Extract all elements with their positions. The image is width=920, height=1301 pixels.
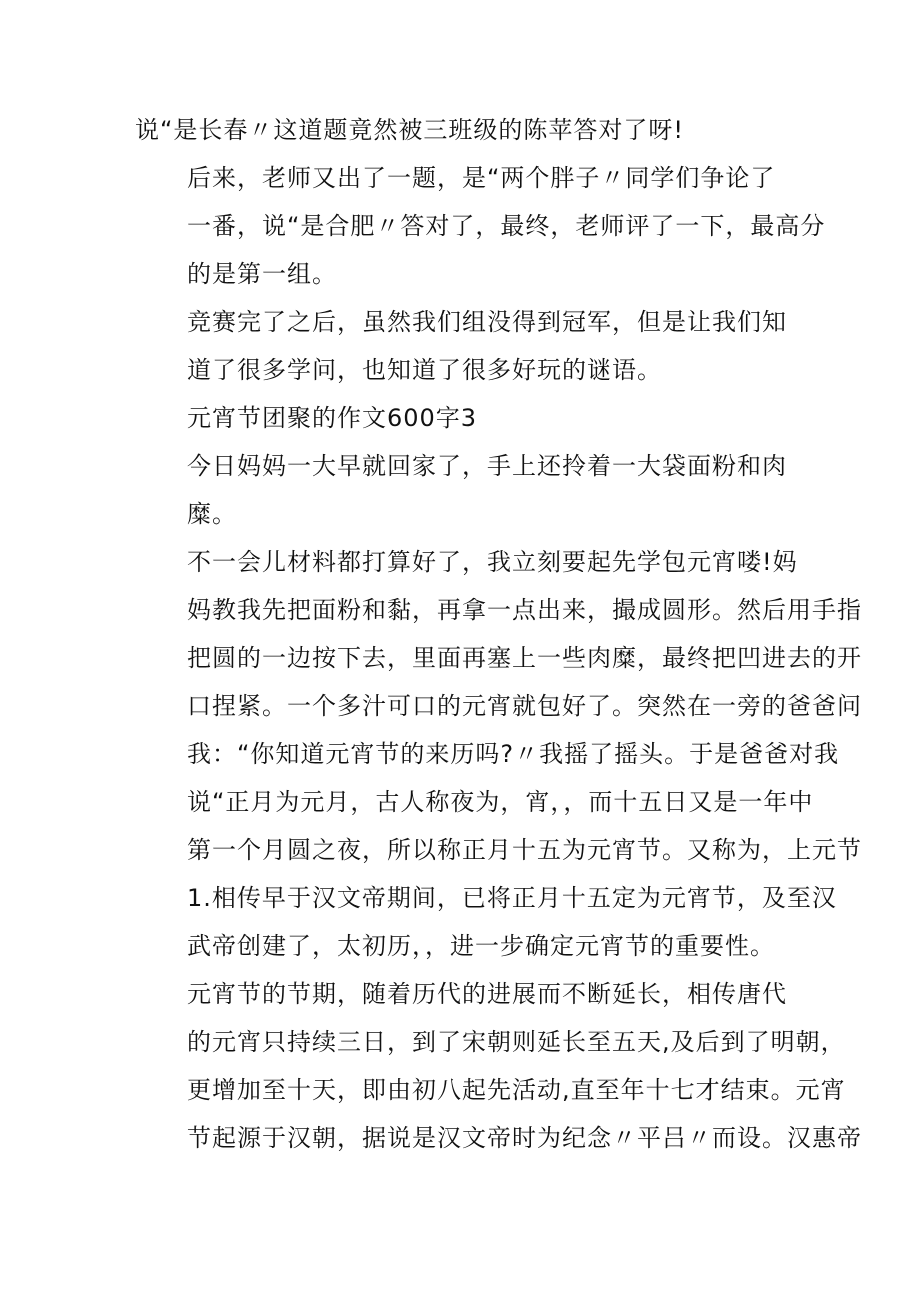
text-line: 说“是长春〃这道题竟然被三班级的陈苹答对了呀! <box>135 116 685 144</box>
paragraph-p4 <box>135 394 795 442</box>
text-line: 的元宵只持续三日，到了宋朝则延长至五天,及后到了明朝， <box>187 1028 846 1056</box>
text-line: 1.相传早于汉文帝期间，已将正月十五定为元宵节，及至汉 <box>187 884 837 912</box>
text-line: 道了很多学问，也知道了很多好玩的谜语。 <box>187 356 662 384</box>
paragraph-p7 <box>135 970 862 1162</box>
text-line: 口捏紧。一个多汁可口的元宵就包好了。突然在一旁的爸爸问 <box>187 692 862 720</box>
text-line: 把圆的一边按下去，里面再塞上一些肉糜，最终把凹进去的开 <box>187 644 862 672</box>
paragraph-p1 <box>135 106 795 154</box>
paragraph-p2 <box>135 154 826 298</box>
text-line: 元宵节的节期，随着历代的进展而不断延长，相传唐代 <box>187 980 787 1008</box>
document-body <box>135 106 862 1162</box>
text-line: 竞赛完了之后，虽然我们组没得到冠军，但是让我们知 <box>187 308 787 336</box>
text-line: 一番，说“是合肥〃答对了，最终，老师评了一下，最高分 <box>187 212 826 240</box>
text-line: 说“正月为元月，古人称夜为，宵，，而十五日又是一年中 <box>187 788 814 816</box>
paragraph-p6 <box>135 538 862 970</box>
text-line: 武帝创建了，太初历，，进一步确定元宵节的重要性。 <box>187 932 775 960</box>
text-line: 元宵节团聚的作文600字3 <box>187 404 478 432</box>
paragraph-p3 <box>135 298 795 394</box>
text-line: 更增加至十天，即由初八起先活动,直至年十七才结束。元宵 <box>187 1076 846 1104</box>
paragraph-p5 <box>135 442 795 538</box>
text-line: 今日妈妈一大早就回家了，手上还拎着一大袋面粉和肉 <box>187 452 787 480</box>
text-line: 第一个月圆之夜，所以称正月十五为元宵节。又称为，上元节 <box>187 836 862 864</box>
text-line: 的是第一组。 <box>187 260 337 288</box>
text-line: 糜。 <box>187 500 237 528</box>
text-line: 妈教我先把面粉和黏，再拿一点出来，撮成圆形。然后用手指 <box>187 596 862 624</box>
text-line: 我：“你知道元宵节的来历吗?〃我摇了摇头。于是爸爸对我 <box>187 740 840 768</box>
text-line: 节起源于汉朝，据说是汉文帝时为纪念〃平吕〃而设。汉惠帝 <box>187 1124 862 1152</box>
text-line: 后来，老师又出了一题，是“两个胖子〃同学们争论了 <box>187 164 776 192</box>
text-line: 不一会儿材料都打算好了，我立刻要起先学包元宵喽!妈 <box>187 548 798 576</box>
